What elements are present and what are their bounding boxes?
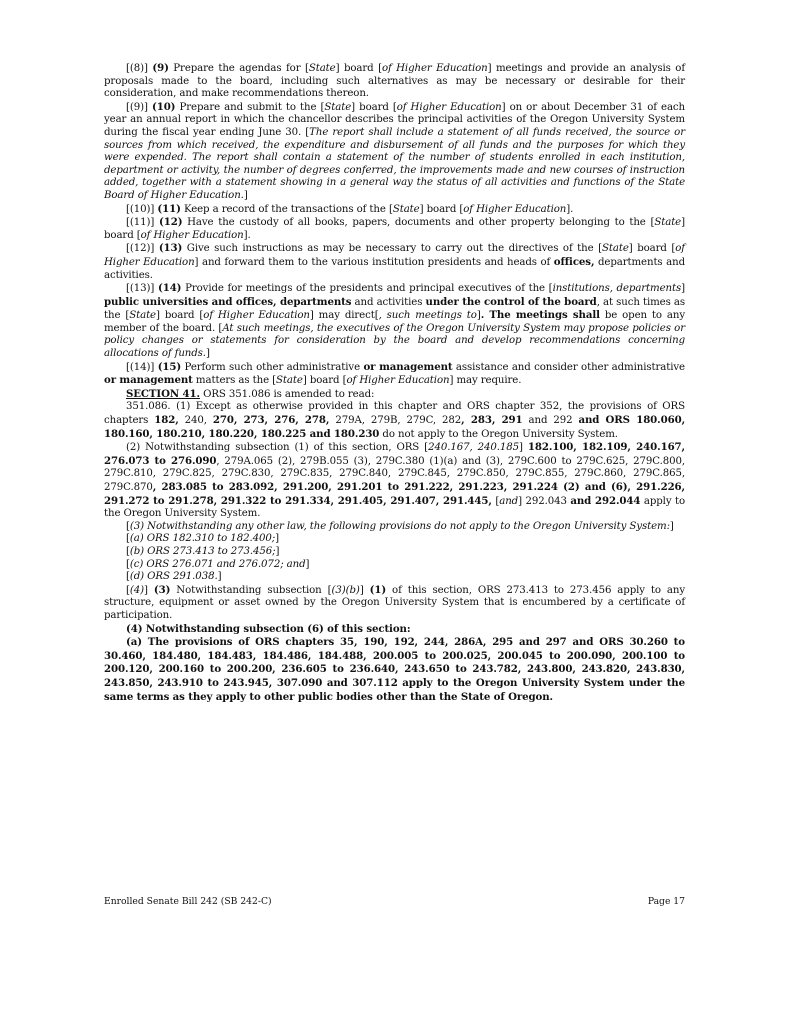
text-run: be open to any member of the board. [ <box>104 310 686 334</box>
text-run: Have the custody of all books, papers, documents and other property belonging to the [ <box>182 217 655 229</box>
text-run: ] <box>476 310 481 322</box>
text-run: State <box>324 101 352 113</box>
text-run: [ <box>126 520 130 532</box>
text-run: of Higher Education <box>140 229 244 241</box>
paragraph-351-086-4 <box>104 584 685 623</box>
text-run: ] <box>275 533 279 545</box>
text-run: (3)(b) <box>331 584 360 596</box>
footer-bill-name: Enrolled Senate Bill 242 (SB 242-C) <box>104 896 272 907</box>
list-item-a <box>104 533 685 546</box>
text-run: , 283, 291 <box>461 414 523 427</box>
text-run: and activities <box>351 296 426 308</box>
text-run: and 292.044 <box>570 494 641 507</box>
text-run: offices, <box>553 255 595 268</box>
text-run: ] <box>305 558 310 570</box>
text-run: State <box>654 217 682 229</box>
text-run: ] board [ <box>628 243 676 255</box>
text-run: or management <box>104 374 193 387</box>
text-run: (4) Notwithstanding subsection (6) of this section: <box>126 622 411 635</box>
text-run: ] <box>669 520 674 532</box>
text-run: ] may require. <box>449 375 522 387</box>
text-run: [(10)] <box>126 203 158 215</box>
text-run: of Higher Education <box>346 375 450 387</box>
text-run: 182.100, 182.109, 240.167, 276.073 to 276.090 <box>104 441 685 467</box>
text-run: State <box>129 310 156 322</box>
text-run: State <box>276 375 303 387</box>
text-run: of this section, ORS 273.413 to 273.456 apply to any structure, equipment or asset owned by the Oregon University System that is encumbered by a certificate of participation. <box>104 584 685 621</box>
paragraph-new-4-heading <box>104 623 685 637</box>
text-run: The report shall include a statement of all funds received, the source or sources from which received, the expenditure and disbursement of all funds and the purposes for which they were expended. The report shall contain a statement of the number of students enrolled in each institution, department or activity, the number of degrees conferred, the improvements made and new courses of instruction added, together with a statement showing in a general way the status of all activities and functions of the State Board of Higher Education. <box>104 126 685 201</box>
text-run: ] <box>519 442 528 454</box>
text-run: State <box>602 243 629 255</box>
text-run: [ <box>126 584 130 596</box>
text-run: 182, <box>154 414 179 427</box>
text-run: 240, <box>178 415 213 427</box>
text-run: (c) ORS 276.071 and 276.072; and <box>129 558 306 570</box>
text-run: [ <box>126 571 130 583</box>
text-run: , such meetings to <box>378 310 477 322</box>
text-run: (d) ORS 291.038. <box>129 571 218 583</box>
text-run: (3) Notwithstanding any other law, the following provisions do not apply to the Oregon University System: <box>129 520 670 532</box>
text-run: apply to the Oregon University System. <box>104 495 686 520</box>
text-run: (12) <box>159 216 183 229</box>
text-run: departments and activities. <box>104 256 685 281</box>
text-run: Perform such other administrative <box>181 361 364 373</box>
text-run: (3) <box>153 583 171 596</box>
text-run: [(8)] <box>126 63 153 74</box>
text-run: State <box>392 203 420 215</box>
text-run: ] <box>681 283 686 295</box>
text-run: ] <box>144 584 154 596</box>
text-run: ] on or about December 31 of each year an annual report in which the chancellor describes the principal activities of the Oregon University System during the fiscal year ending June 30. [ <box>104 101 685 138</box>
text-run: Give such instructions as may be necessary to carry out the directives of the [ <box>182 243 602 255</box>
text-run: 279A, 279B, 279C, 282 <box>329 415 462 427</box>
text-run: 351.086. (1) Except as otherwise provided in this chapter and ORS chapter 352, the provisions of ORS chapters <box>104 401 685 427</box>
text-run: (15) <box>157 360 182 373</box>
text-run: ] board [ <box>335 63 382 74</box>
text-run: of Higher Education <box>203 310 310 322</box>
text-run: [(14)] <box>126 361 158 373</box>
text-run: ] board [ <box>302 375 347 387</box>
text-run: do not apply to the Oregon University System. <box>379 428 618 440</box>
text-run: [ <box>126 558 130 570</box>
paragraph-instructions <box>104 242 685 282</box>
text-run: of Higher Education <box>104 243 685 268</box>
paragraph-new-4a <box>104 636 685 704</box>
text-run: Prepare the agendas for [ <box>168 63 309 74</box>
text-run: ] 292.043 <box>518 495 571 507</box>
text-run: , 283.085 to 283.092, 291.200, 291.201 to 291.222, 291.223, 291.224 (2) and (6), 291.226, 291.272 to 291.278, 291.322 to 291.334, 291.405, 291.407, 291.445, <box>104 481 685 507</box>
text-run: At such meetings, the executives of the Oregon University System may propose policies or policy changes or statements for consideration by the board and develop recommendations concerning allocations of funds. <box>104 322 685 360</box>
paragraph-meetings <box>104 282 685 361</box>
text-run: ] and forward them to the various institution presidents and heads of <box>194 256 554 268</box>
paragraph-annual-report <box>104 101 685 203</box>
text-run: . The meetings shall <box>480 309 600 322</box>
text-run: ] <box>275 545 280 557</box>
list-item-d <box>104 571 685 584</box>
text-run: ] board [ <box>156 310 204 322</box>
list-item-c <box>104 559 685 572</box>
paragraph-351-086-1 <box>104 401 685 441</box>
text-run: Prepare and submit to the [ <box>175 101 325 113</box>
paragraph-other-assistance <box>104 361 685 388</box>
text-run: of Higher Education <box>463 203 567 215</box>
paragraph-351-086-3 <box>104 521 685 534</box>
text-run: (11) <box>157 202 181 215</box>
text-run: (1) <box>369 583 387 596</box>
text-run: public universities and offices, departments <box>104 295 352 308</box>
text-run: (a) The provisions of ORS chapters 35, 190, 192, 244, 286A, 295 and 297 and ORS 30.260 to 30.460, 184.480, 184.483, 184.486, 184.488, 200.005 to 200.025, 200.045 to 200.090, 200.100 to 200.120, 200.160 to 200.200, 236.605 to 236.640, 243.650 to 243.782, 243.800, 243.820, 243.830, 243.850, 243.910 to 243.945, 307.090 and 307.112 apply to the Oregon University System under the same terms as they apply to other public bodies other than the State of Oregon. <box>104 636 685 703</box>
paragraph-custody <box>104 216 685 242</box>
text-run: (4) <box>129 584 145 596</box>
text-run: of Higher Education <box>381 63 488 74</box>
text-run: ORS 351.086 is amended to read: <box>199 388 375 400</box>
text-run: ] may direct[ <box>309 310 379 322</box>
paragraph-record <box>104 203 685 217</box>
text-run: of Higher Education <box>396 101 502 113</box>
text-run: Notwithstanding subsection [ <box>170 584 332 596</box>
text-run: (14) <box>157 282 182 295</box>
text-run: ] board [ <box>104 217 685 241</box>
text-run: ] <box>243 189 248 201</box>
footer-page-number: Page 17 <box>647 896 685 907</box>
section-41-heading <box>104 388 685 402</box>
paragraph-351-086-2 <box>104 441 685 521</box>
text-run: ] board [ <box>419 203 464 215</box>
text-run: or management <box>363 360 453 373</box>
text-run: and <box>499 495 519 507</box>
text-run: , at such times as the [ <box>104 296 686 322</box>
text-run: ] <box>359 584 370 596</box>
text-run: [ <box>491 495 500 507</box>
text-run: (13) <box>158 242 183 255</box>
bill-text-body <box>104 62 685 704</box>
text-run: matters as the [ <box>192 375 277 387</box>
text-run: Keep a record of the transactions of the [ <box>180 203 393 215</box>
paragraph-agendas <box>104 62 685 101</box>
text-run: [(11)] <box>126 217 159 229</box>
list-item-b <box>104 546 685 559</box>
text-run: (10) <box>151 100 176 113</box>
text-run: (9) <box>152 62 169 74</box>
text-run: 240.167, 240.185 <box>428 442 520 454</box>
text-run: SECTION 41. <box>126 387 200 400</box>
text-run: [(13)] <box>126 283 158 295</box>
text-run: ] <box>217 571 222 583</box>
text-run: assistance and consider other administrative <box>452 361 685 373</box>
text-run: (a) ORS 182.310 to 182.400; <box>129 533 276 545</box>
text-run: ]. <box>243 229 251 241</box>
text-run: institutions, departments <box>552 283 682 295</box>
text-run: ] <box>205 348 210 360</box>
text-run: [ <box>126 533 130 545</box>
text-run: Provide for meetings of the presidents and principal executives of the [ <box>181 283 553 295</box>
page-footer <box>104 896 685 907</box>
text-run: (b) ORS 273.413 to 273.456; <box>129 545 276 557</box>
text-run: and 292 <box>522 415 579 427</box>
text-run: ] meetings and provide an analysis of proposals made to the board, including such alternatives as may be necessary or desirable for their consideration, and make recommendations thereon. <box>104 63 685 100</box>
text-run: , 279A.065 (2), 279B.055 (3), 279C.380 (1)(a) and (3), 279C.600 to 279C.625, 279C.800, 279C.810, 279C.825, 279C.830, 279C.835, 279C.840, 279C.845, 279C.850, 279C.855, 279C.860, 279C.865, 279C.870 <box>104 455 686 493</box>
text-run: ] board [ <box>351 101 397 113</box>
text-run: [ <box>126 545 130 557</box>
text-run: (2) Notwithstanding subsection (1) of this section, ORS [ <box>126 442 429 454</box>
text-run: ]. <box>566 203 574 215</box>
text-run: under the control of the board <box>425 295 597 308</box>
text-run: [(9)] <box>126 101 152 113</box>
text-run: and ORS 180.060, 180.160, 180.210, 180.220, 180.225 and 180.230 <box>104 414 686 440</box>
text-run: [(12)] <box>126 243 159 255</box>
text-run: State <box>308 63 336 74</box>
text-run: 270, 273, 276, 278, <box>212 414 330 427</box>
